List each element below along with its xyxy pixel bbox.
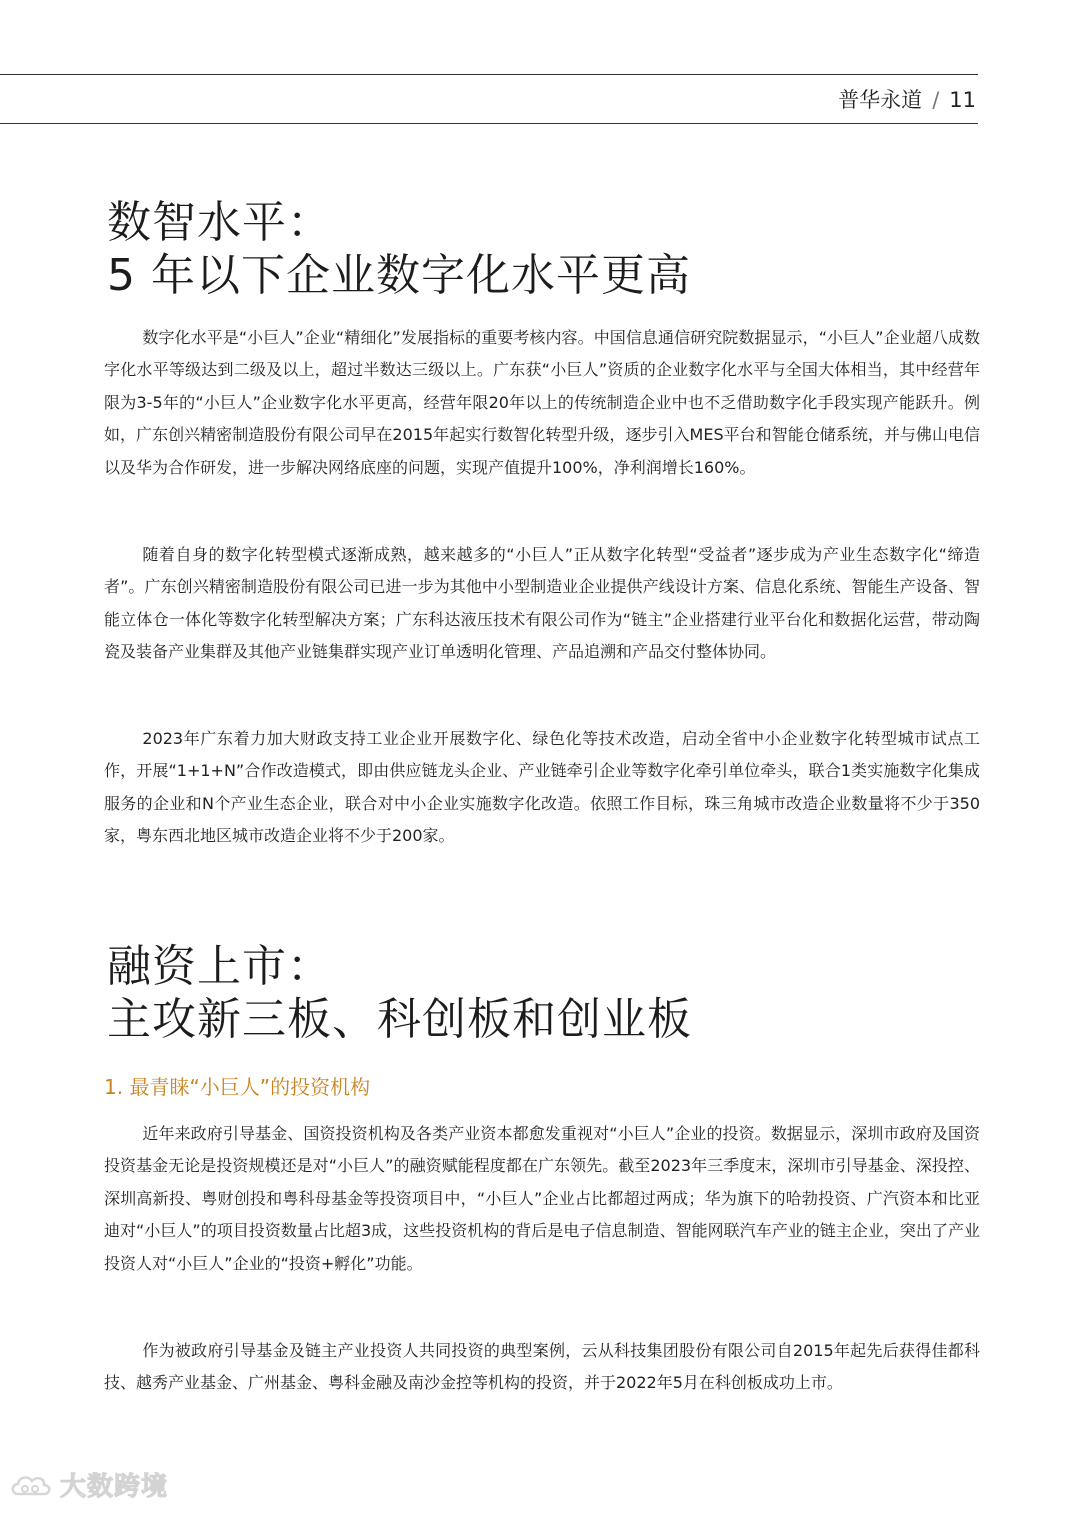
body-paragraph: 随着自身的数字化转型模式逐渐成熟，越来越多的“小巨人”正从数字化转型“受益者”逐步成为产业生态数字化“缔造者”。广东创兴精密制造股份有限公司已进一步为其他中小型制造业企业提供产线设计方案、信息化系统、智能生产设备、智能立体仓一体化等数字化转型解决方案；广东科达液压技术有限公司作为“链主”企业搭建行业平台化和数据化运营，带动陶瓷及装备产业集群及其他产业链集群实现产业订单透明化管理、产品追溯和产品交付整体协同。 bbox=[104, 545, 980, 662]
section-title-line: 5 年以下企业数字化水平更高 bbox=[107, 250, 691, 301]
section-title-digital-level bbox=[107, 196, 691, 302]
header-separator: / bbox=[932, 88, 940, 112]
section-title-line: 数智水平： bbox=[107, 197, 332, 248]
header-top-rule bbox=[0, 74, 978, 75]
running-header bbox=[838, 86, 976, 114]
cloud-logo-icon bbox=[8, 1470, 54, 1500]
body-paragraph: 2023年广东着力加大财政支持工业企业开展数字化、绿色化等技术改造，启动全省中小企业数字化转型城市试点工作，开展“1+1+N”合作改造模式，即由供应链龙头企业、产业链牵引企业等数字化牵引单位牵头，联合1类实施数字化集成服务的企业和N个产业生态企业，联合对中小企业实施数字化改造。依照工作目标，珠三角城市改造企业数量将不少于350家，粤东西北地区城市改造企业将不少于200家。 bbox=[104, 729, 980, 846]
section-title-line: 融资上市： bbox=[107, 941, 332, 992]
header-bottom-rule bbox=[0, 123, 978, 124]
watermark-text: 大数跨境 bbox=[60, 1472, 169, 1502]
subheading-investors: 1. 最青睐“小巨人”的投资机构 bbox=[104, 1075, 371, 1099]
body-paragraph: 数字化水平是“小巨人”企业“精细化”发展指标的重要考核内容。中国信息通信研究院数据显示，“小巨人”企业超八成数字化水平等级达到二级及以上，超过半数达三级以上。广东获“小巨人”资质的企业数字化水平与全国大体相当，其中经营年限为3-5年的“小巨人”企业数字化水平更高，经营年限20年以上的传统制造企业中也不乏借助数字化手段实现产能跃升。例如，广东创兴精密制造股份有限公司早在2015年起实行数智化转型升级，逐步引入MES平台和智能仓储系统，并与佛山电信以及华为合作研发，进一步解决网络底座的问题，实现产值提升100%，净利润增长160%。 bbox=[104, 328, 980, 477]
body-paragraph: 近年来政府引导基金、国资投资机构及各类产业资本都愈发重视对“小巨人”企业的投资。数据显示，深圳市政府及国资投资基金无论是投资规模还是对“小巨人”的融资赋能程度都在广东领先。截至2023年三季度末，深圳市引导基金、深投控、深圳高新投、粤财创投和粤科母基金等投资项目中，“小巨人”企业占比都超过两成；华为旗下的哈勃投资、广汽资本和比亚迪对“小巨人”的项目投资数量占比超3成，这些投资机构的背后是电子信息制造、智能网联汽车产业的链主企业，突出了产业投资人对“小巨人”企业的“投资+孵化”功能。 bbox=[104, 1124, 980, 1273]
section-title-financing-listing bbox=[107, 940, 692, 1046]
section-title-line: 主攻新三板、科创板和创业板 bbox=[107, 994, 692, 1045]
watermark bbox=[8, 1466, 168, 1503]
header-brand: 普华永道 bbox=[838, 88, 923, 112]
body-paragraph: 作为被政府引导基金及链主产业投资人共同投资的典型案例，云从科技集团股份有限公司自2015年起先后获得佳都科技、越秀产业基金、广州基金、粤科金融及南沙金控等机构的投资，并于2022年5月在科创板成功上市。 bbox=[104, 1341, 980, 1393]
page-number: 11 bbox=[949, 88, 976, 112]
